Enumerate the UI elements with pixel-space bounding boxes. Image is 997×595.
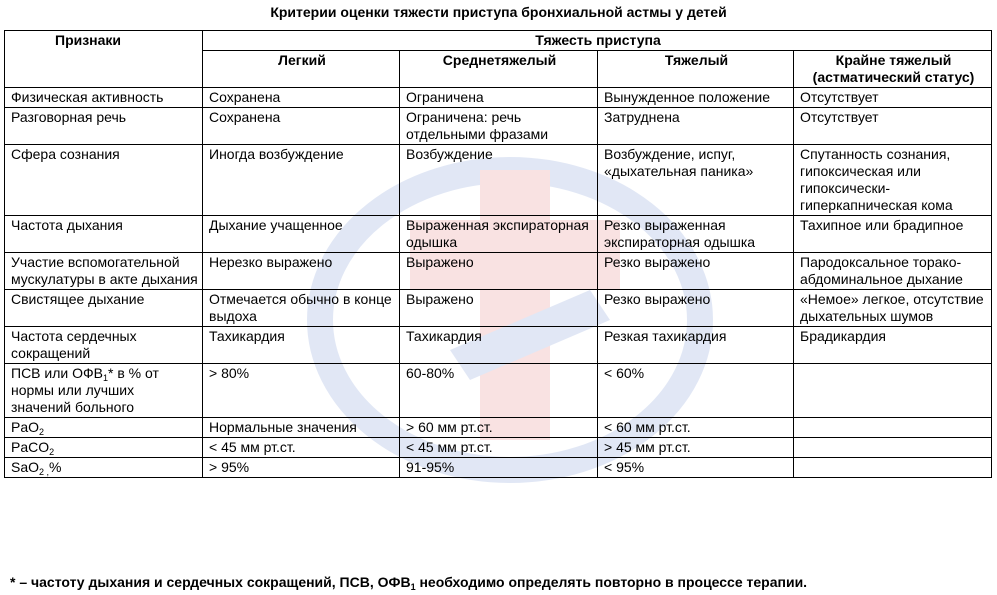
page-title: Критерии оценки тяжести приступа бронхиальной астмы у детей xyxy=(270,4,727,20)
header-signs: Признаки xyxy=(5,31,203,88)
header-mild: Легкий xyxy=(203,51,400,88)
row-sign: Участие вспомогательной мускулатуры в акте дыхания xyxy=(5,253,203,290)
cell-severe: < 95% xyxy=(598,458,794,478)
cell-extreme: Брадикардия xyxy=(794,327,992,364)
cell-severe: Резкая тахикардия xyxy=(598,327,794,364)
cell-severe: < 60% xyxy=(598,364,794,418)
row-sign: Частота сердечных сокращений xyxy=(5,327,203,364)
cell-extreme: «Немое» легкое, отсутствие дыхательных шумов xyxy=(794,290,992,327)
cell-extreme: Отсутствует xyxy=(794,88,992,108)
cell-extreme: Спутанность сознания, гипоксическая или гипоксически-гиперкапническая кома xyxy=(794,145,992,216)
table-row xyxy=(5,290,992,327)
row-sign: PaO$_2$ xyxy=(5,418,203,438)
cell-mild: Нерезко выражено xyxy=(203,253,400,290)
row-sign: ПСВ или $ОФВ_1*$ в % от нормы или лучших значений больного xyxy=(5,364,203,418)
row-sign: SaO$_{2 ,}$% xyxy=(5,458,203,478)
cell-mild: Тахикардия xyxy=(203,327,400,364)
cell-moderate: 91-95% xyxy=(400,458,598,478)
table-row xyxy=(5,253,992,290)
cell-severe: Резко выражено xyxy=(598,290,794,327)
table-row xyxy=(5,216,992,253)
cell-moderate: Выражено xyxy=(400,290,598,327)
table-row xyxy=(5,458,992,478)
cell-mild: Отмечается обычно в конце выдоха xyxy=(203,290,400,327)
table-row xyxy=(5,327,992,364)
cell-mild: Иногда возбуждение xyxy=(203,145,400,216)
cell-mild: Сохранена xyxy=(203,88,400,108)
header-extreme: Крайне тяжелый (астматический статус) xyxy=(794,51,992,88)
cell-severe: Затруднена xyxy=(598,108,794,145)
cell-severe: < 60 мм рт.ст. xyxy=(598,418,794,438)
header-severity: Тяжесть приступа xyxy=(203,31,992,51)
cell-severe: Возбуждение, испуг, «дыхательная паника» xyxy=(598,145,794,216)
cell-moderate: Возбуждение xyxy=(400,145,598,216)
table-row xyxy=(5,418,992,438)
cell-severe: Резко выраженная экспираторная одышка xyxy=(598,216,794,253)
header-moderate: Среднетяжелый xyxy=(400,51,598,88)
row-sign: Частота дыхания xyxy=(5,216,203,253)
cell-severe: Резко выражено xyxy=(598,253,794,290)
row-sign: Свистящее дыхание xyxy=(5,290,203,327)
cell-extreme: Тахипное или брадипное xyxy=(794,216,992,253)
cell-extreme: Пародоксальное торако-абдоминальное дыхание xyxy=(794,253,992,290)
cell-extreme xyxy=(794,364,992,418)
cell-moderate: Выраженная экспираторная одышка xyxy=(400,216,598,253)
footnote: * – частоту дыхания и сердечных сокращений, ПСВ, $ОФВ_1$ необходимо определять повторно в процессе терапии. xyxy=(10,574,808,592)
cell-moderate: Выражено xyxy=(400,253,598,290)
table-row xyxy=(5,438,992,458)
cell-moderate: > 60 мм рт.ст. xyxy=(400,418,598,438)
row-sign: PaCO$_2$ xyxy=(5,438,203,458)
table-row xyxy=(5,88,992,108)
cell-mild: < 45 мм рт.ст. xyxy=(203,438,400,458)
cell-extreme: Отсутствует xyxy=(794,108,992,145)
row-sign: Сфера сознания xyxy=(5,145,203,216)
table-row xyxy=(5,108,992,145)
header-severe: Тяжелый xyxy=(598,51,794,88)
cell-extreme xyxy=(794,438,992,458)
cell-mild: > 95% xyxy=(203,458,400,478)
table-row xyxy=(5,145,992,216)
cell-moderate: 60-80% xyxy=(400,364,598,418)
severity-criteria-table xyxy=(4,30,992,478)
cell-mild: Дыхание учащенное xyxy=(203,216,400,253)
row-sign: Физическая активность xyxy=(5,88,203,108)
cell-moderate: < 45 мм рт.ст. xyxy=(400,438,598,458)
table-row xyxy=(5,364,992,418)
cell-mild: > 80% xyxy=(203,364,400,418)
cell-moderate: Ограничена: речь отдельными фразами xyxy=(400,108,598,145)
cell-severe: Вынужденное положение xyxy=(598,88,794,108)
cell-moderate: Ограничена xyxy=(400,88,598,108)
cell-severe: > 45 мм рт.ст. xyxy=(598,438,794,458)
row-sign: Разговорная речь xyxy=(5,108,203,145)
cell-extreme xyxy=(794,458,992,478)
cell-mild: Нормальные значения xyxy=(203,418,400,438)
cell-moderate: Тахикардия xyxy=(400,327,598,364)
cell-extreme xyxy=(794,418,992,438)
cell-mild: Сохранена xyxy=(203,108,400,145)
